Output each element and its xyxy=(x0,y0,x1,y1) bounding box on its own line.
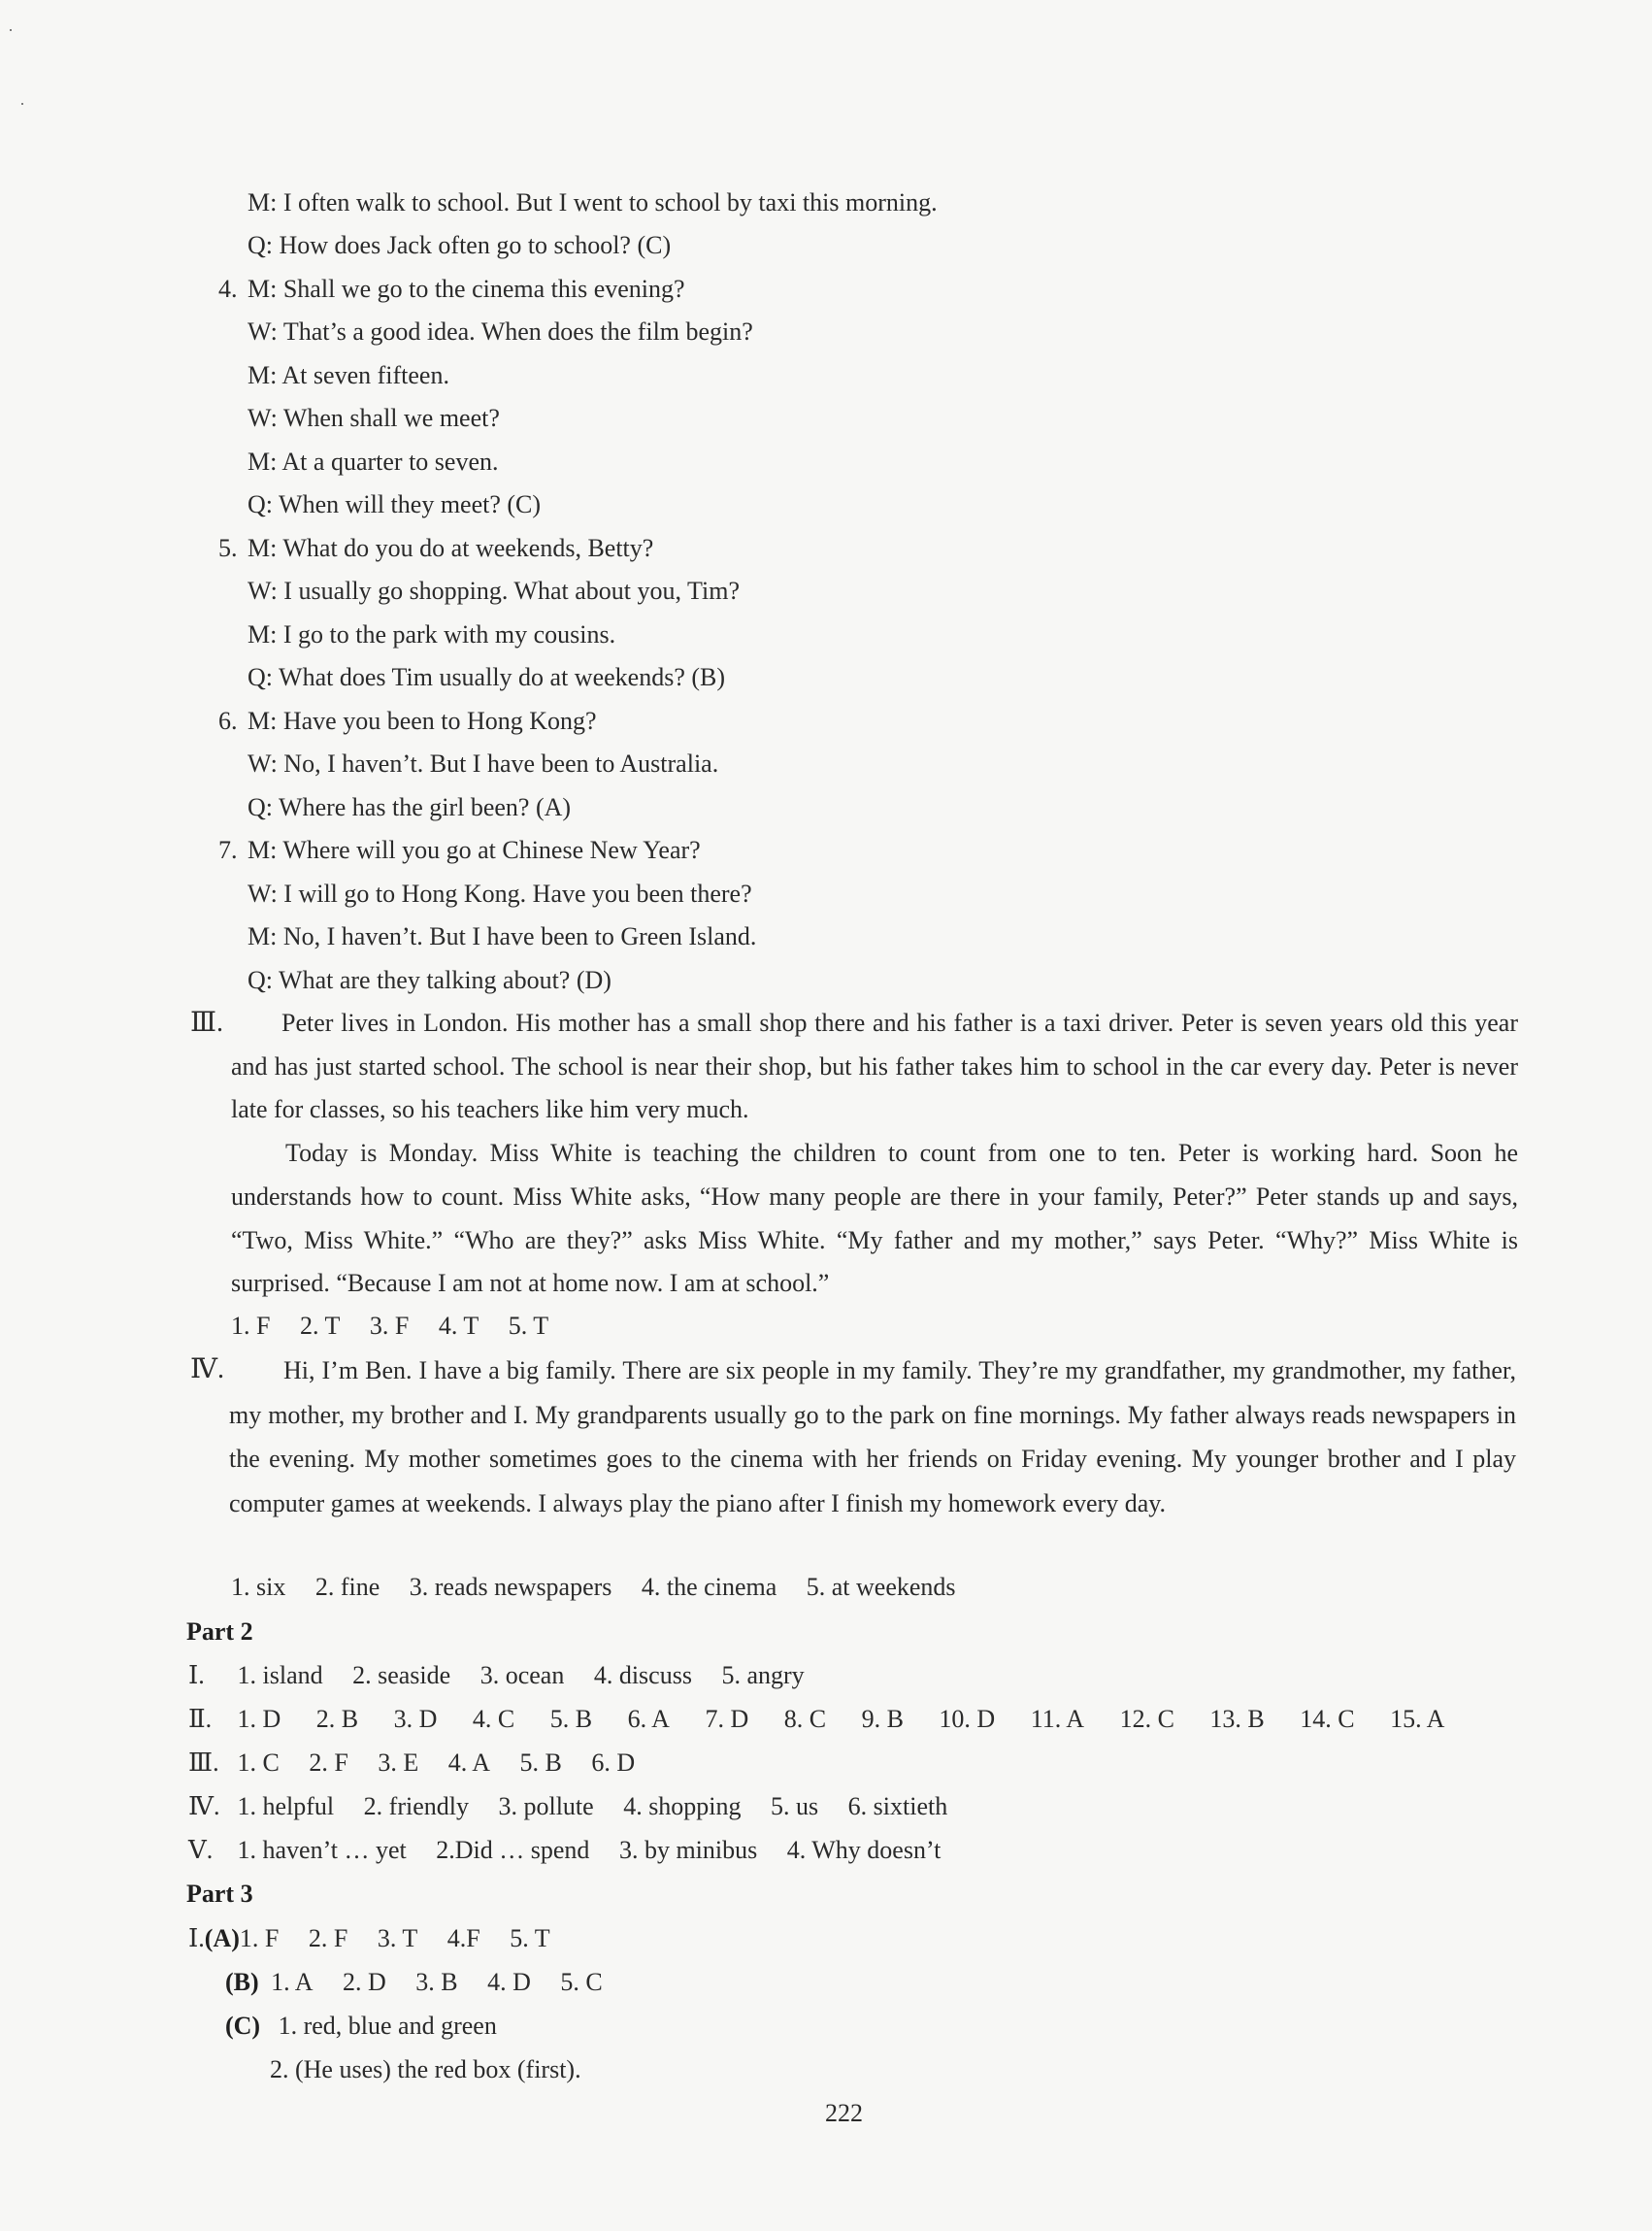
answer-item: 4. discuss xyxy=(593,1661,692,1689)
dialogue-line: W: When shall we meet? xyxy=(248,404,500,432)
dialogue-line: M: Shall we go to the cinema this evening? xyxy=(248,275,685,303)
dialogue-line: M: At seven fifteen. xyxy=(248,361,449,389)
answer-item: 1. D xyxy=(237,1705,281,1733)
part-3-row-a xyxy=(188,1922,550,1955)
page-number: 222 xyxy=(825,2099,863,2127)
part-3-heading: Part 3 xyxy=(186,1880,253,1908)
answer-item: 1. haven’t … yet xyxy=(237,1836,407,1864)
sub-label-a: (A) xyxy=(204,1924,240,1952)
answer-item: 3. D xyxy=(393,1705,438,1733)
answer-item: 1. C xyxy=(237,1748,280,1777)
answer-item: 3. B xyxy=(415,1968,458,1996)
answer-item: 5. T xyxy=(510,1924,550,1952)
answer-item: 2. F xyxy=(309,1748,348,1777)
answer-item: 5. at weekends xyxy=(806,1573,956,1601)
section-4-passage xyxy=(229,1349,1516,1525)
answer-item: 3. E xyxy=(378,1748,419,1777)
answer-item: 5. C xyxy=(560,1968,603,1996)
answer-item: 5. B xyxy=(519,1748,562,1777)
answer-item: 5. T xyxy=(508,1312,549,1340)
section-3-answers xyxy=(231,1310,548,1343)
scan-speck xyxy=(10,29,12,31)
row-label: Ⅰ. xyxy=(188,1924,205,1952)
answer-item: 2.Did … spend xyxy=(436,1836,590,1864)
dialogue-line: W: That’s a good idea. When does the film begin? xyxy=(248,317,753,346)
answer-item: 1. helpful xyxy=(237,1792,335,1820)
part-2-row-2 xyxy=(188,1703,1444,1736)
dialogue-line: M: Where will you go at Chinese New Year? xyxy=(248,836,701,864)
answer-item: 14. C xyxy=(1300,1705,1355,1733)
section-3-paragraph-1: Peter lives in London. His mother has a small shop there and his father is a taxi driver. Peter is seven years old this year and has just started school. The school is near their shop, but his father takes him to school in the car every day. Peter is never late for classes, so his teachers like him very much. xyxy=(231,1009,1518,1124)
row-label: Ⅰ. xyxy=(188,1661,205,1689)
answer-item: 3. by minibus xyxy=(618,1836,758,1864)
dialogue-item-number: 7. xyxy=(218,836,238,864)
dialogue-item-number: 5. xyxy=(218,534,238,562)
dialogue-line: Q: How does Jack often go to school? (C) xyxy=(248,231,672,259)
answer-item: 9. B xyxy=(861,1705,904,1733)
dialogue-line: M: Have you been to Hong Kong? xyxy=(248,707,597,735)
answer-item: 5. us xyxy=(771,1792,819,1820)
row-label: Ⅲ. xyxy=(188,1748,219,1777)
sub-label-b: (B) xyxy=(225,1968,259,1996)
section-3-paragraph-2: Today is Monday. Miss White is teaching the children to count from one to ten. Peter is working hard. Soon he understands how to count. Miss White asks, “How many people are there in your family, Peter?” Peter stands up and says, “Two, Miss White.” “Who are they?” asks Miss White. “My father and my mother,” says Peter. “Why?” Miss White is surprised. “Because I am not at home now. I am at school.” xyxy=(231,1139,1518,1298)
answer-item: 2. F xyxy=(308,1924,348,1952)
part-2-heading: Part 2 xyxy=(186,1617,253,1646)
dialogue-line: Q: When will they meet? (C) xyxy=(248,490,542,518)
answer-item: 1. red, blue and green xyxy=(278,2012,497,2040)
answer-item: 5. angry xyxy=(721,1661,805,1689)
dialogue-line: M: I often walk to school. But I went to school by taxi this morning. xyxy=(248,188,938,216)
answer-item: 4. shopping xyxy=(623,1792,742,1820)
dialogue-line: M: I go to the park with my cousins. xyxy=(248,620,616,649)
part-2-row-1 xyxy=(188,1659,805,1692)
answer-item: 6. A xyxy=(627,1705,670,1733)
answer-item: 2. D xyxy=(343,1968,386,1996)
answer-item: 1. A xyxy=(271,1968,314,1996)
sub-label-c: (C) xyxy=(225,2012,261,2040)
answer-item: 3. T xyxy=(377,1924,418,1952)
answer-item: 4. Why doesn’t xyxy=(786,1836,942,1864)
dialogue-line: W: No, I haven’t. But I have been to Australia. xyxy=(248,749,719,778)
answer-item: 3. pollute xyxy=(498,1792,594,1820)
section-3-passage xyxy=(231,1002,1518,1306)
answer-item: 1. F xyxy=(239,1924,280,1952)
answer-item: 3. ocean xyxy=(479,1661,565,1689)
answer-item: 12. C xyxy=(1119,1705,1174,1733)
part-3-row-c-2 xyxy=(270,2053,581,2086)
part-2-row-3 xyxy=(188,1747,635,1780)
part-2-row-5 xyxy=(188,1834,941,1867)
answer-item: 2. friendly xyxy=(363,1792,469,1820)
dialogue-line: M: At a quarter to seven. xyxy=(248,448,499,476)
answer-item: 5. B xyxy=(549,1705,593,1733)
section-4-label: Ⅳ. xyxy=(190,1354,224,1384)
part-2-row-4 xyxy=(188,1790,947,1823)
answer-item: 2. seaside xyxy=(352,1661,451,1689)
answer-item: 13. B xyxy=(1209,1705,1265,1733)
answer-item: 1. F xyxy=(231,1312,271,1340)
row-label: Ⅱ. xyxy=(188,1705,213,1733)
answer-item: 7. D xyxy=(705,1705,749,1733)
dialogue-line: M: What do you do at weekends, Betty? xyxy=(248,534,654,562)
section-3-label: Ⅲ. xyxy=(190,1008,224,1038)
answer-item: 1. six xyxy=(231,1573,286,1601)
answer-item: 3. F xyxy=(369,1312,410,1340)
part-3-row-c xyxy=(225,2010,497,2043)
answer-item: 15. A xyxy=(1390,1705,1445,1733)
answer-item: 3. reads newspapers xyxy=(409,1573,612,1601)
dialogue-item-number: 6. xyxy=(218,707,238,735)
answer-item: 4. C xyxy=(472,1705,515,1733)
answer-item: 10. D xyxy=(939,1705,996,1733)
row-label: Ⅴ. xyxy=(188,1836,214,1864)
answer-item: 2. T xyxy=(299,1312,341,1340)
answer-item: 4. T xyxy=(438,1312,479,1340)
answer-item: 1. island xyxy=(237,1661,323,1689)
answer-item: 11. A xyxy=(1030,1705,1085,1733)
dialogue-line: W: I usually go shopping. What about you, Tim? xyxy=(248,577,740,605)
answer-item: 6. sixtieth xyxy=(847,1792,948,1820)
answer-item: 2. B xyxy=(315,1705,359,1733)
dialogue-line: Q: What are they talking about? (D) xyxy=(248,966,611,994)
answer-item: 4.F xyxy=(446,1924,480,1952)
answer-item: 6. D xyxy=(591,1748,636,1777)
answer-item: 2. (He uses) the red box (first). xyxy=(270,2055,581,2083)
dialogue-line: M: No, I haven’t. But I have been to Green Island. xyxy=(248,922,757,950)
scan-speck xyxy=(21,103,23,105)
answer-item: 8. C xyxy=(783,1705,827,1733)
answer-item: 4. D xyxy=(487,1968,531,1996)
section-4-answers xyxy=(231,1571,956,1604)
dialogue-line: W: I will go to Hong Kong. Have you been there? xyxy=(248,880,752,908)
dialogue-line: Q: Where has the girl been? (A) xyxy=(248,793,572,821)
row-label: Ⅳ. xyxy=(188,1792,220,1820)
dialogue-item-number: 4. xyxy=(218,275,238,303)
answer-item: 4. the cinema xyxy=(641,1573,777,1601)
answer-item: 2. fine xyxy=(314,1573,380,1601)
answer-item: 4. A xyxy=(447,1748,491,1777)
part-3-row-b xyxy=(225,1966,603,1999)
section-4-paragraph: Hi, I’m Ben. I have a big family. There are six people in my family. They’re my grandfather, my grandmother, my father, my mother, my brother and I. My grandparents usually go to the park on fine mornings. My father always reads newspapers in the evening. My mother sometimes goes to the cinema with her friends on Friday evening. My younger brother and I play computer games at weekends. I always play the piano after I finish my homework every day. xyxy=(229,1356,1516,1517)
dialogue-line: Q: What does Tim usually do at weekends? (B) xyxy=(248,663,726,691)
